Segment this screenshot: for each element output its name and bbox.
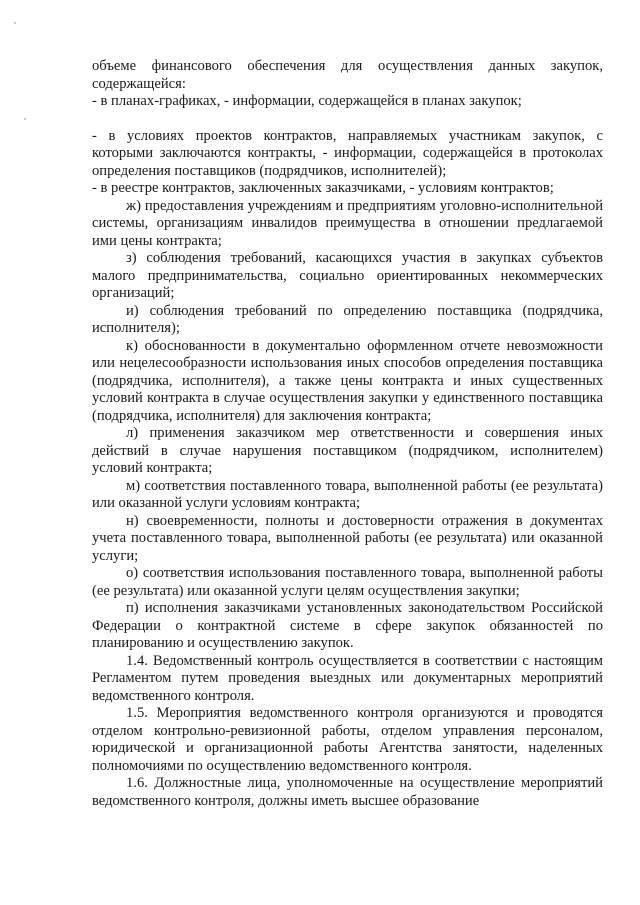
paragraph-section-1-5: 1.5. Мероприятия ведомственного контроля организуются и проводятся отделом контрольно-ревизионной работы, отделом управления персоналом, юридической и организационной работы Агентства занятости, наделенных полномочиями по осуществлению ведомственного контроля. <box>92 705 603 774</box>
paragraph-item-k: к) обоснованности в документально оформленном отчете невозможности или нецелесообразности использования иных способов определения поставщика (подрядчика, исполнителя), а также цены контракта и иных существенных условий контракта в случае осуществления закупки у единственного поставщика (подрядчика, исполнителя) для заключения контракта; <box>92 337 603 424</box>
scan-speck <box>14 22 16 24</box>
paragraph-item-l: л) применения заказчиком мер ответственности и совершения иных действий в случае нарушения поставщиком (подрядчиком, исполнителем) условий контракта; <box>92 425 603 476</box>
paragraph-plans-schedules: - в планах-графиках, - информации, содержащейся в планах закупок; <box>92 93 522 109</box>
paragraph-contract-registry: - в реестре контрактов, заключенных заказчиками, - условиям контрактов; <box>92 180 554 196</box>
paragraph-item-i: и) соблюдения требований по определению поставщика (подрядчика, исполнителя); <box>92 302 603 336</box>
paragraph-item-o: о) соответствия использования поставленного товара, выполненной работы (ее результата) или оказанной услуги целям осуществления закупки; <box>92 565 603 599</box>
paragraph-item-z: з) соблюдения требований, касающихся участия в закупках субъектов малого предпринимательства, социально ориентированных некоммерческих организаций; <box>92 250 603 301</box>
paragraph-contract-drafts: - в условиях проектов контрактов, направляемых участникам закупок, с которыми заключаются контракты, - информации, содержащейся в протоколах определения поставщиков (подрядчиков, исполнителей); <box>92 127 603 179</box>
paragraph-item-zh: ж) предоставления учреждениям и предприятиям уголовно-исполнительной системы, организациям инвалидов преимущества в отношении предлагаемой ими цены контракта; <box>92 197 603 249</box>
scan-speck <box>24 118 26 120</box>
paragraph-gap <box>92 111 603 128</box>
paragraph-item-n: н) своевременности, полноты и достоверности отражения в документах учета поставленного товара, выполненной работы (ее результата) или оказанной услуги; <box>92 512 603 564</box>
paragraph-item-m: м) соответствия поставленного товара, выполненной работы (ее результата) или оказанной услуги условиям контракта; <box>92 477 603 511</box>
paragraph-continuation: объеме финансового обеспечения для осуществления данных закупок, содержащейся: <box>92 58 603 92</box>
paragraph-section-1-6: 1.6. Должностные лица, уполномоченные на осуществление мероприятий ведомственного контроля, должны иметь высшее образование <box>92 775 603 809</box>
paragraph-item-p: п) исполнения заказчиками установленных законодательством Российской Федерации о контрактной системе в сфере закупок обязанностей по планированию и осуществлению закупок. <box>92 600 603 651</box>
paragraph-section-1-4: 1.4. Ведомственный контроль осуществляется в соответствии с настоящим Регламентом путем проведения выездных или документарных мероприятий ведомственного контроля. <box>92 652 603 704</box>
document-body <box>92 58 603 810</box>
